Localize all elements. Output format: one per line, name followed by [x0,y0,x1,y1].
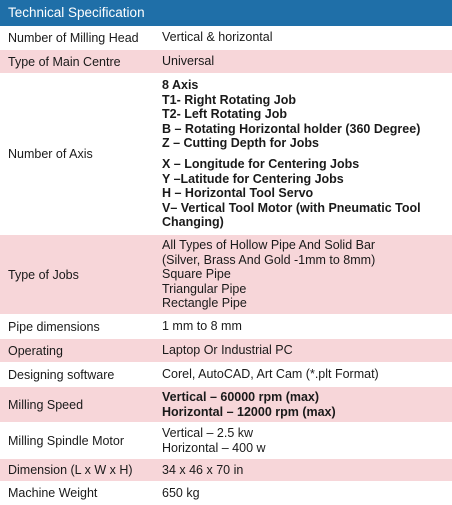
row-operating [0,339,452,363]
row-label: Machine Weight [8,486,98,500]
row-value: Vertical – 60000 rpm (max) Horizontal – 12000 rpm (max) [162,389,336,419]
row-value: 34 x 46 x 70 in [162,462,244,477]
row-label: Milling Speed [8,397,84,412]
row-pipe-dimensions [0,315,452,339]
row-dimension [0,459,452,482]
row-label: Number of Axis [8,147,93,161]
row-label: Pipe dimensions [8,319,100,334]
row-label: Milling Spindle Motor [8,433,125,448]
row-value: Corel, AutoCAD, Art Cam (*.plt Format) [162,367,379,382]
row-label: Designing software [8,367,115,382]
row-label: Number of Milling Head [8,30,139,45]
row-machine-weight [0,482,452,505]
row-value: 1 mm to 8 mm [162,319,242,334]
table-title: Technical Specification [0,0,452,26]
row-milling-head [0,26,452,50]
row-designing-software [0,363,452,387]
row-value: Laptop Or Industrial PC [162,343,293,358]
row-label: Operating [8,343,63,358]
row-milling-speed [0,387,452,423]
row-label: Dimension (L x W x H) [8,463,133,477]
row-milling-spindle-motor [0,423,452,459]
row-value: All Types of Hollow Pipe And Solid Bar (Silver, Brass And Gold -1mm to 8mm) Square Pipe Triangular Pipe Rectangle Pipe [162,238,376,311]
row-type-of-jobs [0,235,452,315]
row-value: Vertical & horizontal [162,30,273,45]
row-value: 650 kg [162,485,200,500]
row-label: Type of Jobs [8,267,79,282]
row-value: Universal [162,54,215,69]
row-value: Vertical – 2.5 kw Horizontal – 400 w [162,425,266,455]
row-main-centre [0,50,452,74]
row-label: Type of Main Centre [8,54,121,69]
row-number-of-axis [0,74,452,235]
row-value: 8 Axis T1- Right Rotating Job T2- Left Rotating Job B – Rotating Horizontal holder (360 Degree) Z – Cutting Depth for Jobs X – Longitude for Centering Jobs Y –Latitude for Centering Jobs H – Horizontal Tool Servo V– Vertical Tool Motor (with Pneumatic Tool Changing) [162,78,421,230]
